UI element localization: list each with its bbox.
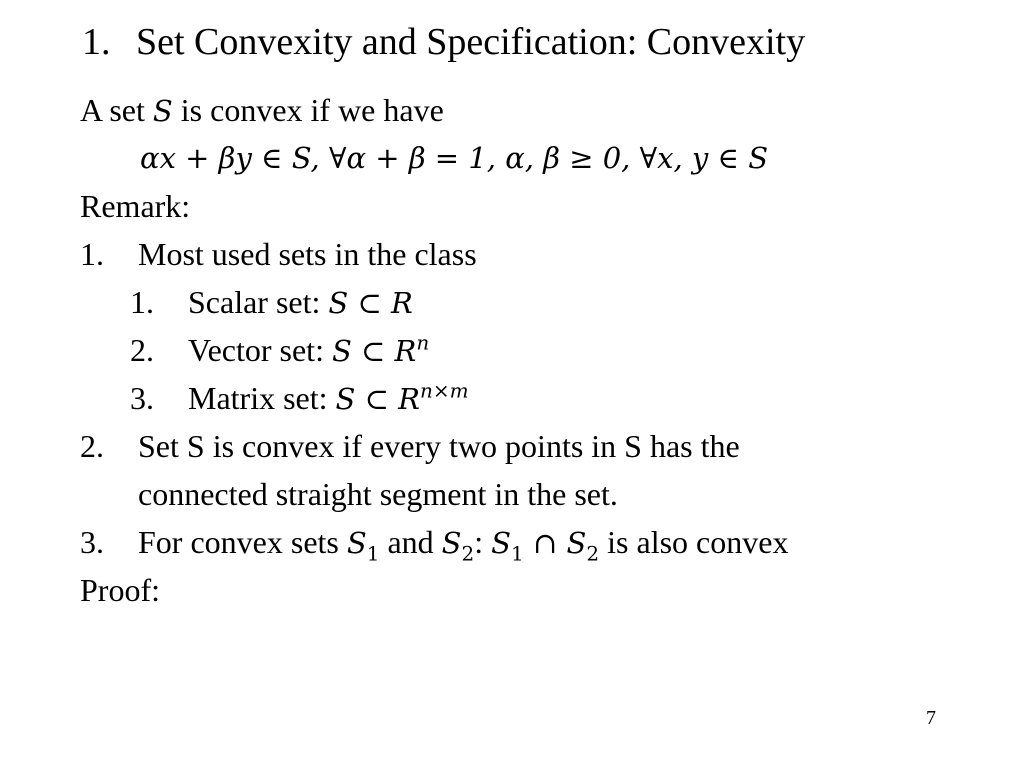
list-item-1-text: Most used sets in the class <box>138 236 477 272</box>
sub-item-2-text: Vector set: <box>188 332 332 368</box>
list-item-2 <box>80 426 740 466</box>
sub-item-1 <box>130 282 413 323</box>
list-item-1 <box>80 234 477 274</box>
set-s1-sub: 1 <box>366 541 380 566</box>
sub-item-1-number: 1. <box>130 284 154 320</box>
definition-formula: αx + βy ∈ S, ∀α + β = 1, α, β ≥ 0, ∀x, y ∈ S <box>140 141 769 175</box>
list-item-2-continuation: connected straight segment in the set. <box>138 476 618 512</box>
definition-intro-a: A set <box>80 92 153 128</box>
list-item-3-number: 3. <box>80 524 104 560</box>
sub-item-2 <box>130 330 429 371</box>
sub-item-3-text: Matrix set: <box>188 380 336 416</box>
set-s2-intersect-sub: 2 <box>586 541 600 566</box>
title-number: 1. <box>82 21 111 63</box>
list-item-3-text-d: is also convex <box>599 524 789 560</box>
sub-item-3 <box>130 378 469 419</box>
intersection-symbol: ∩ <box>523 526 567 560</box>
set-s1: S <box>346 526 367 560</box>
sub-item-2-number: 2. <box>130 332 154 368</box>
list-item-3-text-c: : <box>474 524 492 560</box>
definition-intro-b: is convex if we have <box>172 92 444 128</box>
list-item-2-number: 2. <box>80 428 104 464</box>
slide-title <box>82 16 805 68</box>
set-s2-intersect: S <box>566 526 587 560</box>
title-text: Set Convexity and Specification: Convexity <box>136 21 806 63</box>
list-item-3 <box>80 522 789 566</box>
proof-label: Proof: <box>80 572 160 608</box>
definition-intro <box>80 90 444 131</box>
set-s1-intersect-sub: 1 <box>511 541 524 566</box>
sub-item-3-sup: n×m <box>419 378 469 403</box>
set-s2-sub: 2 <box>461 541 475 566</box>
list-item-3-text-b: and <box>379 524 442 560</box>
set-s2: S <box>441 526 462 560</box>
remark-label: Remark: <box>80 188 191 224</box>
list-item-3-text-a: For convex sets <box>138 524 347 560</box>
sub-item-3-number: 3. <box>130 380 154 416</box>
list-item-1-number: 1. <box>80 236 104 272</box>
sub-item-1-math: S ⊂ R <box>328 286 413 320</box>
set-s1-intersect: S <box>491 526 512 560</box>
sub-item-2-sup: n <box>416 330 430 355</box>
list-item-2-text-line1: Set S is convex if every two points in S has the <box>138 428 740 464</box>
page-number: 7 <box>926 707 936 729</box>
sub-item-3-math: S ⊂ R <box>335 382 420 416</box>
sub-item-2-math: S ⊂ R <box>331 334 417 368</box>
definition-var: S <box>152 94 173 128</box>
sub-item-1-text: Scalar set: <box>188 284 329 320</box>
